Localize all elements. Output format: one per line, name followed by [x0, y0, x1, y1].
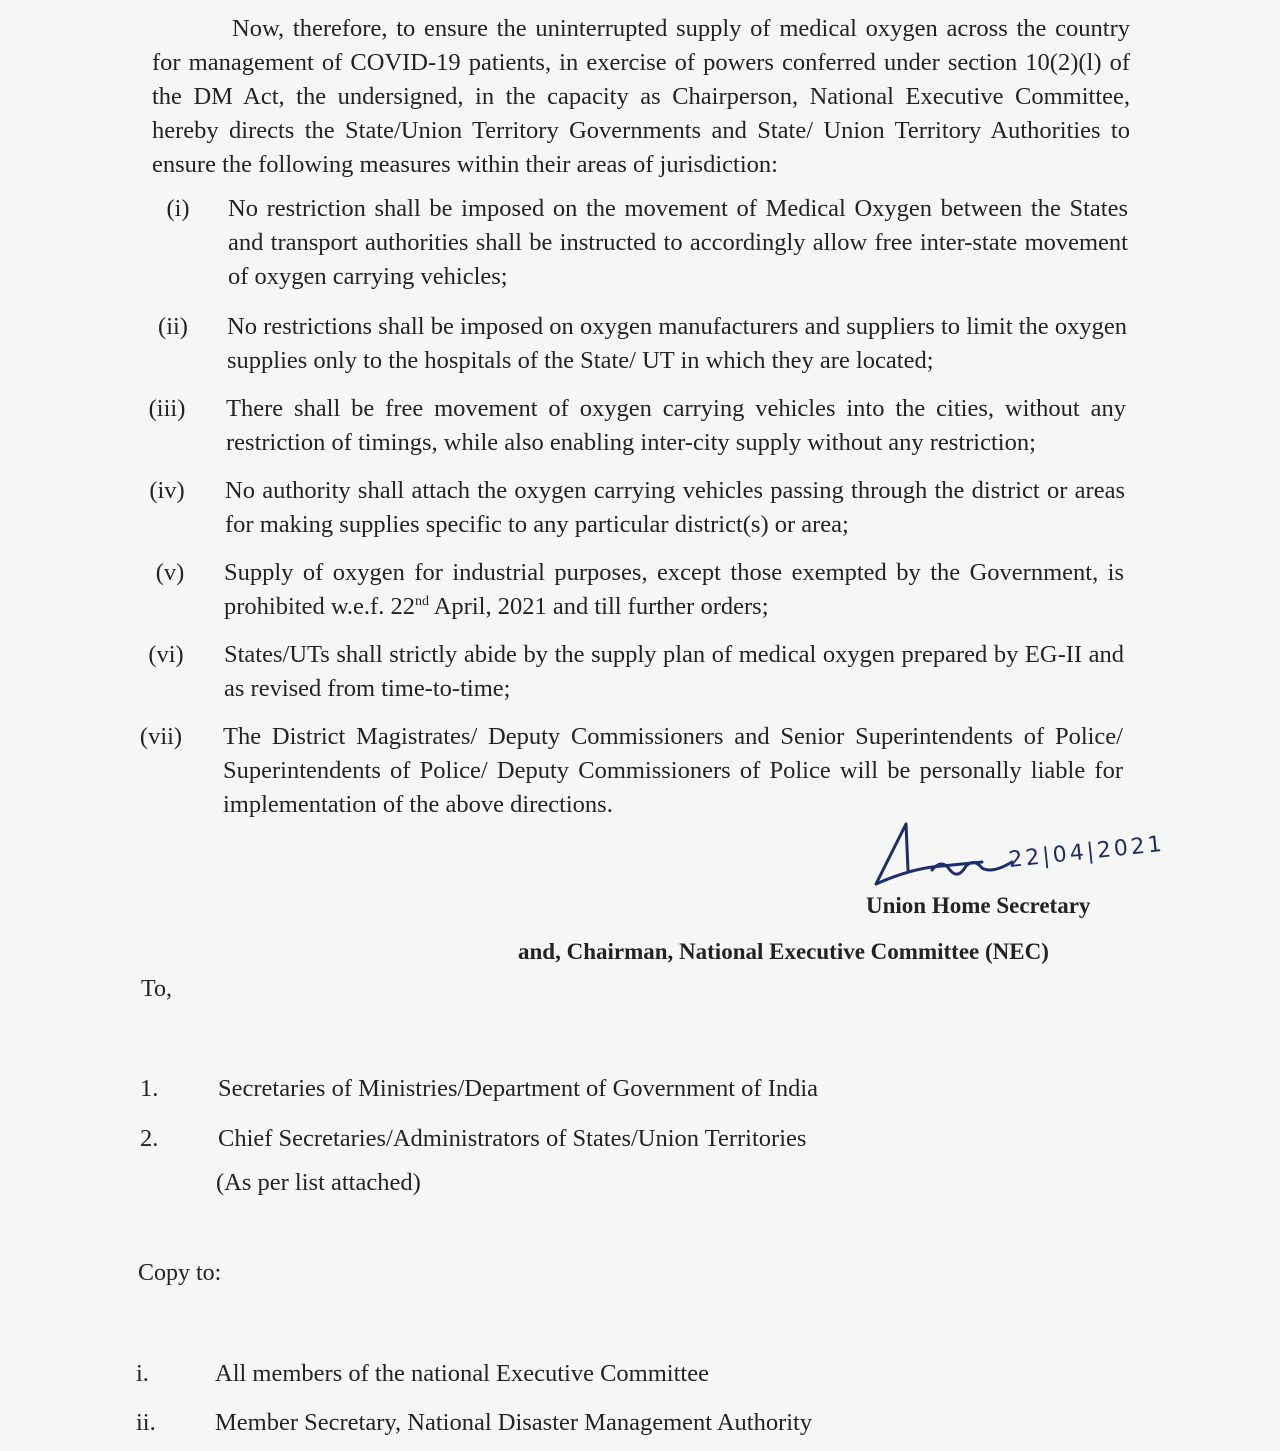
- copy-to-label: Copy to:: [138, 1260, 222, 1286]
- signatory-title: and, Chairman, National Executive Committee (NEC): [518, 939, 1049, 964]
- to-label: To,: [141, 976, 172, 1002]
- signatory-name: Union Home Secretary: [866, 893, 1091, 918]
- recipient-number: 1.: [140, 1075, 159, 1102]
- measure-number: (vi): [148, 641, 184, 668]
- measure-text: No restriction shall be imposed on the movement of Medical Oxygen between the States and transport authorities shall be instructed to accordingly allow free inter-state movement of oxygen carrying vehicles;: [228, 195, 1128, 290]
- measure-text: No restrictions shall be imposed on oxygen manufacturers and suppliers to limit the oxygen supplies only to the hospitals of the State/ UT in which they are located;: [227, 313, 1127, 374]
- recipient-note: (As per list attached): [216, 1169, 421, 1196]
- measure-text-part: Supply of oxygen for industrial purposes, except those exempted by the Government, is prohibited w.e.f. 22: [224, 559, 1124, 620]
- copy-text: Member Secretary, National Disaster Management Authority: [215, 1409, 813, 1436]
- copy-text: All members of the national Executive Committee: [215, 1360, 709, 1387]
- measure-text: No authority shall attach the oxygen carrying vehicles passing through the district or areas for making supplies specific to any particular district(s) or area;: [225, 477, 1125, 538]
- ordinal-suffix: nd: [414, 593, 429, 609]
- recipient-number: 2.: [140, 1125, 159, 1152]
- measure-number: (iii): [148, 395, 186, 422]
- measure-text: States/UTs shall strictly abide by the supply plan of medical oxygen prepared by EG-II and as revised from time-to-time;: [224, 641, 1124, 702]
- recipient-text: Secretaries of Ministries/Department of Government of India: [218, 1075, 819, 1102]
- measure-number: (vii): [139, 723, 183, 750]
- intro-paragraph: Now, therefore, to ensure the uninterrupted supply of medical oxygen across the country for management of COVID-19 patients, in exercise of powers conferred under section 10(2)(l) of the DM Act, the undersigned, in the capacity as Chairperson, National Executive Committee, hereby directs the State/Union Territory Governments and State/ Union Territory Authorities to ensure the following measures within their areas of jurisdiction:: [152, 15, 1130, 178]
- copy-number: i.: [136, 1360, 149, 1387]
- measure-text: The District Magistrates/ Deputy Commissioners and Senior Superintendents of Police/ Superintendents of Police/ Deputy Commissioners of Police will be personally liable for implementation of the above directions.: [223, 723, 1123, 818]
- measure-number: (v): [155, 559, 185, 586]
- copy-number: ii.: [136, 1409, 156, 1436]
- measure-number: (ii): [158, 313, 188, 340]
- signature-date: 22|04|2021: [1007, 831, 1166, 873]
- recipient-text: Chief Secretaries/Administrators of States/Union Territories: [218, 1125, 807, 1152]
- measure-text: [224, 556, 1124, 624]
- measure-number: (iv): [149, 477, 185, 504]
- measure-text-part: April, 2021 and till further orders;: [428, 593, 769, 620]
- measure-number: (i): [166, 195, 190, 222]
- measure-text: There shall be free movement of oxygen carrying vehicles into the cities, without any restriction of timings, while also enabling inter-city supply without any restriction;: [226, 395, 1126, 456]
